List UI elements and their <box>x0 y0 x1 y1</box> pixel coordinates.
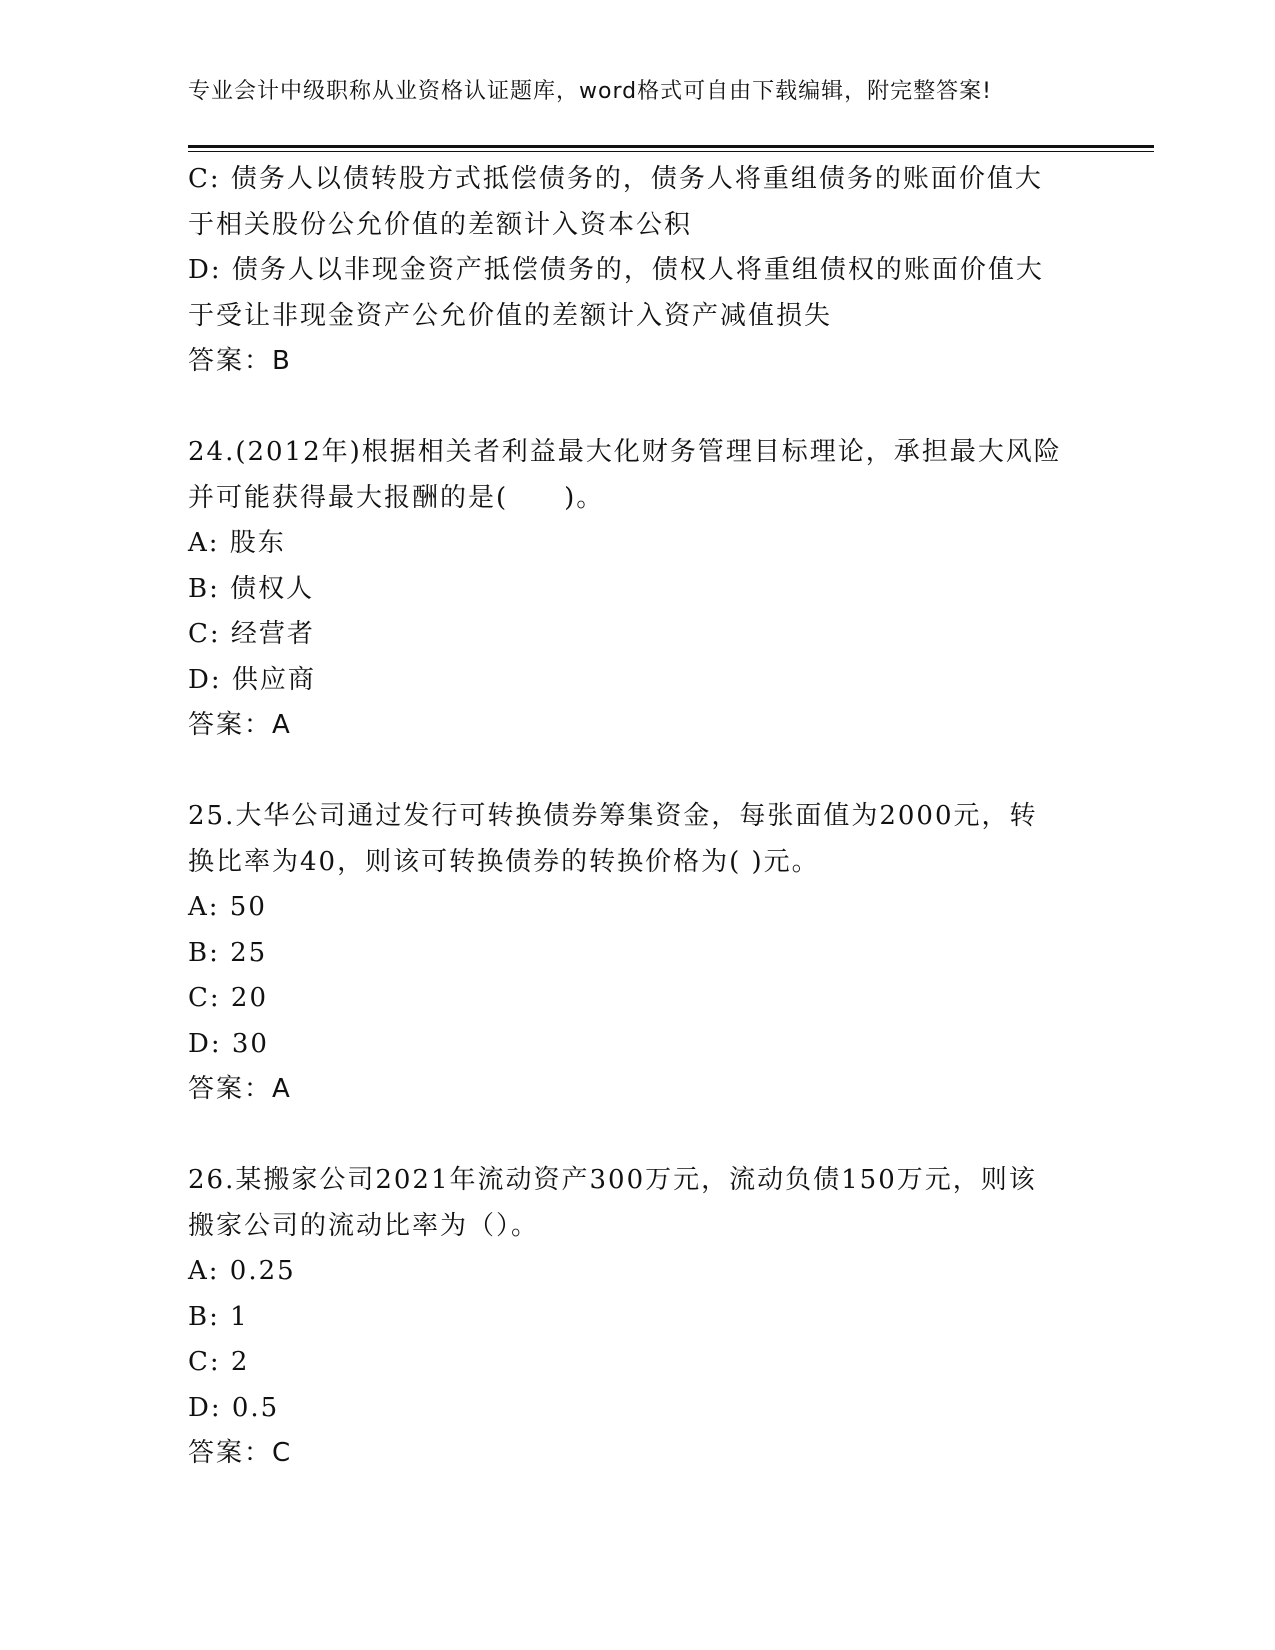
option-d-line-1: D: 债务人以非现金资产抵偿债务的，债权人将重组债权的账面价值大 <box>188 255 1044 285</box>
answer: 答案：A <box>188 1074 292 1104</box>
option-c: C: 20 <box>188 983 269 1013</box>
option-a: A: 股东 <box>188 528 286 558</box>
question-stem-line-2: 换比率为40，则该可转换债券的转换价格为( )元。 <box>188 846 820 877</box>
question-stem-line-2: 并可能获得最大报酬的是( )。 <box>188 482 605 513</box>
question-stem-line-1: 24.(2012年)根据相关者利益最大化财务管理目标理论，承担最大风险 <box>188 437 1062 467</box>
answer: 答案：B <box>188 346 292 376</box>
prev-question-tail <box>188 157 1088 385</box>
question-stem-line-1: 25.大华公司通过发行可转换债券筹集资金，每张面值为2000元，转 <box>188 801 1038 831</box>
question-stem-line-2: 搬家公司的流动比率为（）。 <box>188 1210 540 1241</box>
question-stem-line-1: 26.某搬家公司2021年流动资产300万元，流动负债150万元，则该 <box>188 1165 1037 1195</box>
option-b: B: 25 <box>188 937 268 968</box>
header-rule-thick <box>188 145 1154 148</box>
option-a: A: 0.25 <box>188 1256 296 1286</box>
option-c-line-2: 于相关股份公允价值的差额计入资本公积 <box>188 209 693 240</box>
answer: 答案：A <box>188 710 292 740</box>
question-26 <box>188 1158 1088 1477</box>
header-rule-thin <box>188 151 1154 152</box>
page-header: 专业会计中级职称从业资格认证题库，word格式可自由下载编辑，附完整答案! <box>188 79 992 104</box>
question-content <box>188 157 1088 1477</box>
question-24 <box>188 430 1088 749</box>
question-25 <box>188 794 1088 1113</box>
option-c-line-1: C: 债务人以债转股方式抵偿债务的，债务人将重组债务的账面价值大 <box>188 164 1043 194</box>
answer: 答案：C <box>188 1438 293 1468</box>
option-c: C: 经营者 <box>188 619 315 649</box>
option-d: D: 供应商 <box>188 664 316 695</box>
option-d-line-2: 于受让非现金资产公允价值的差额计入资产减值损失 <box>188 300 833 331</box>
option-c: C: 2 <box>188 1347 250 1377</box>
option-b: B: 1 <box>188 1301 249 1332</box>
option-d: D: 0.5 <box>188 1392 280 1423</box>
option-a: A: 50 <box>188 892 267 922</box>
option-d: D: 30 <box>188 1028 269 1059</box>
option-b: B: 债权人 <box>188 573 315 604</box>
